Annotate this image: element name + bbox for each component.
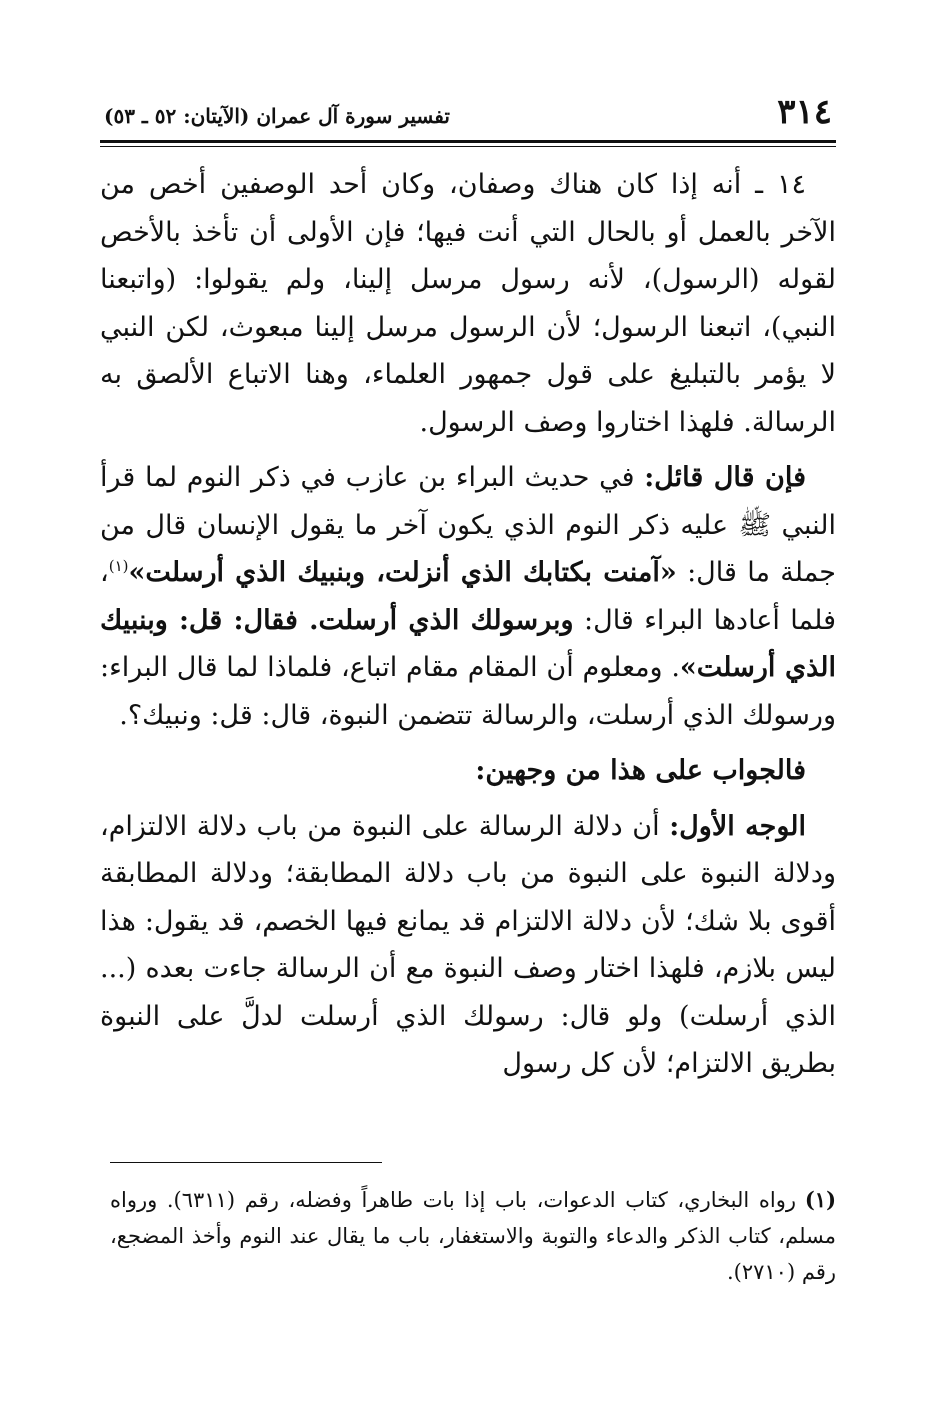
hadith-quote-1: «آمنت بكتابك الذي أنزلت، وبنبيك الذي أرسلت» <box>128 557 677 588</box>
book-page <box>100 92 836 1088</box>
footnote-separator <box>110 1162 382 1163</box>
running-title: تفسير سورة آل عمران (الآيتان: ٥٢ ـ ٥٣) <box>104 104 450 128</box>
paragraph-first-aspect <box>100 803 836 1088</box>
footnote-text: رواه البخاري، كتاب الدعوات، باب إذا بات طاهراً وفضله، رقم (٦٣١١). ورواه مسلم، كتاب الذكر والدعاء والتوبة والاستغفار، باب ما يقال عند النوم وأخذ المضجع، رقم (٢٧١٠). <box>110 1188 836 1284</box>
question-text-b: ، فلما أعادها البراء قال: <box>100 557 836 636</box>
page-header <box>100 92 836 138</box>
question-lead: فإن قال قائل: <box>644 462 806 493</box>
page-number: ٣١٤ <box>777 92 832 132</box>
first-aspect-lead: الوجه الأول: <box>669 810 806 842</box>
first-aspect-text: أن دلالة الرسالة على النبوة من باب دلالة الالتزام، ودلالة النبوة على النبوة من باب دلالة المطابقة؛ ودلالة المطابقة أقوى بلا شك؛ لأن دلالة الالتزام قد يمانع فيها الخصم، قد يقول: هذا ليس بلازم، فلهذا اختار وصف النبوة مع أن الرسالة جاءت بعده (... الذي أرسلت) ولو قال: رسولك الذي أرسلت لدلَّ على النبوة بطريق الالتزام؛ لأن كل رسول <box>100 810 836 1079</box>
paragraph-question <box>100 454 836 739</box>
paragraph-point-14: ١٤ ـ أنه إذا كان هناك وصفان، وكان أحد الوصفين أخص من الآخر بالعمل أو بالحال التي أنت فيها؛ فإن الأولى أن تأخذ بالأخص لقوله (الرسول)، لأنه رسول مرسل إلينا، ولم يقولوا: (واتبعنا النبي)، اتبعنا الرسول؛ لأن الرسول مرسل إلينا مبعوث، لكن النبي لا يؤمر بالتبليغ على قول جمهور العلماء، وهنا الاتباع الألصق به الرسالة. فلهذا اختاروا وصف الرسول. <box>100 169 836 438</box>
hadith-quote-2: وبرسولك الذي أرسلت. <box>309 604 574 636</box>
question-text-c: . ومعلوم أن المقام مقام اتباع، فلماذا لما قال البراء: ورسولك الذي أرسلت، والرسالة تتضمن النبوة، قال: قل: ونبيك؟. <box>100 652 836 731</box>
footnote-number: (١) <box>804 1187 836 1212</box>
answer-heading: فالجواب على هذا من وجهين: <box>475 755 806 786</box>
header-rule-thick <box>100 140 836 143</box>
header-rule-thin <box>100 146 836 147</box>
footnote-marker[interactable]: (١) <box>108 557 129 575</box>
question-text-a: في حديث البراء بن عازب في ذكر النوم لما قرأ النبي ﷺ عليه ذكر النوم الذي يكون آخر ما يقول الإنسان قال من جملة ما قال: <box>100 462 837 588</box>
hadith-quote-3: فقال: قل: وبنبيك الذي أرسلت» <box>100 604 836 683</box>
footnote-1 <box>110 1182 836 1290</box>
body-text <box>100 161 836 1088</box>
